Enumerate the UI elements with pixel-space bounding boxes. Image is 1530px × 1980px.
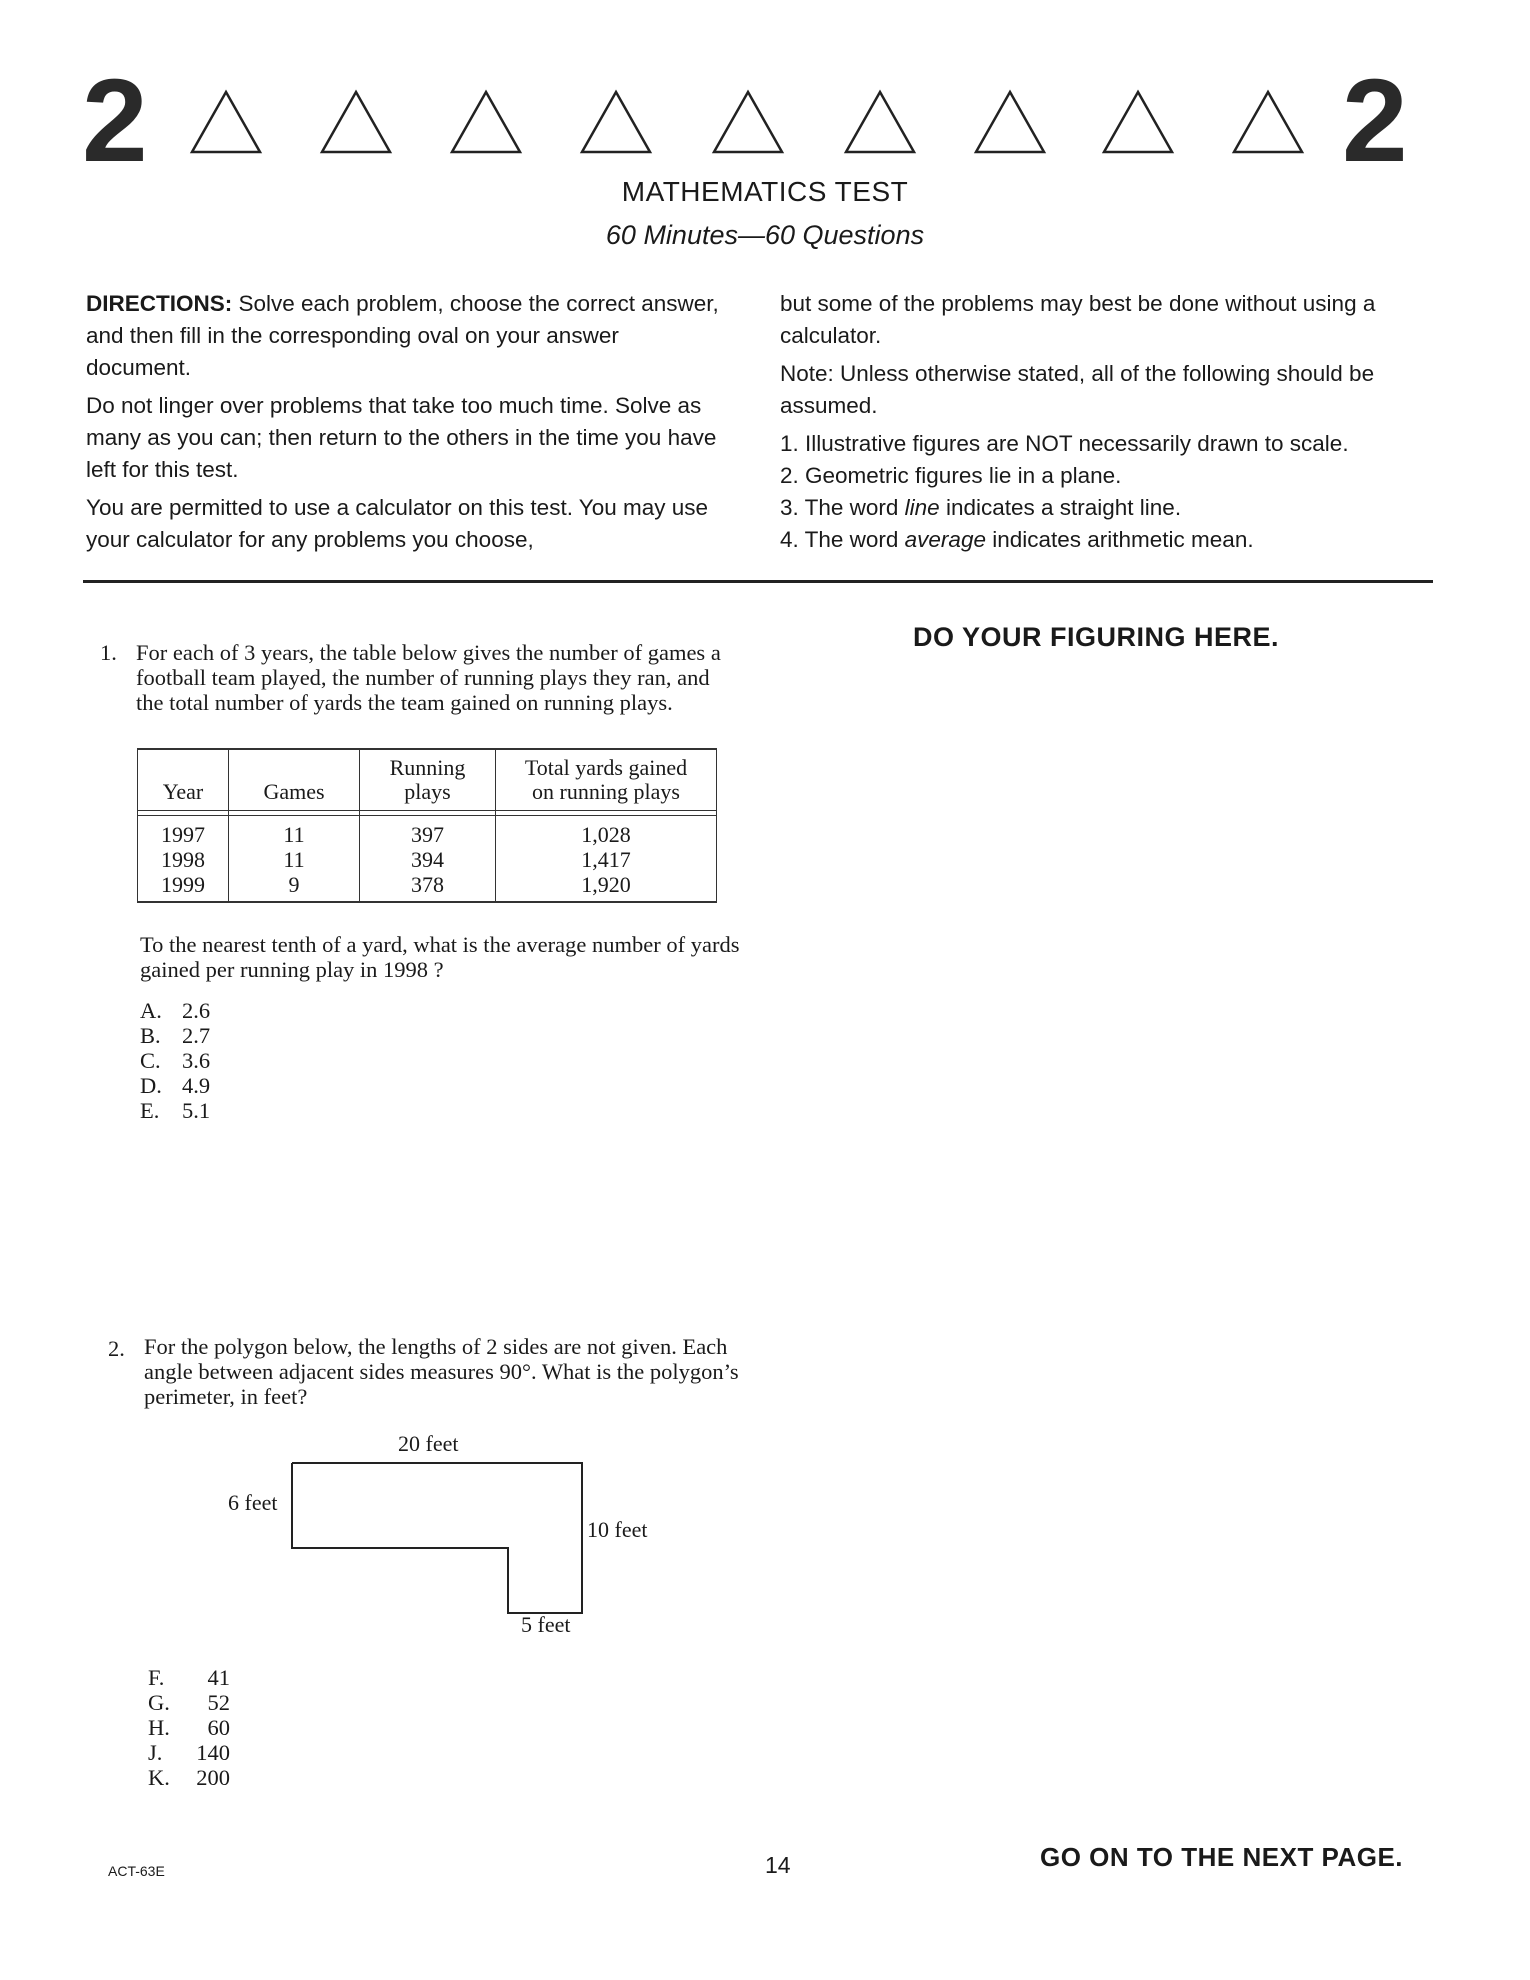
table-header-games: Games [229,749,360,811]
note-intro: Note: Unless otherwise stated, all of the following should be assumed. [780,361,1375,418]
assumption-item: 2. Geometric figures lie in a plane. [780,463,1122,488]
question-2-choices [148,1665,230,1790]
directions-right-column [780,288,1430,556]
next-page-notice: GO ON TO THE NEXT PAGE. [1040,1842,1404,1872]
section-number-left: 2 [82,55,148,187]
table-row: 1999 9 378 1,920 [138,872,717,902]
assumption-item: 4. The word average indicates arithmetic mean. [780,527,1254,552]
question-number-1: 1. [100,640,117,665]
triangle-icon [1230,88,1306,156]
polygon-label-right: 10 feet [587,1517,648,1542]
answer-choice-b[interactable]: B. 2.7 [140,1023,211,1048]
polygon-label-top: 20 feet [398,1431,459,1456]
triangle-icon [188,88,264,156]
answer-choice-k[interactable]: K. 200 [148,1765,230,1790]
polygon-label-left: 6 feet [228,1490,278,1515]
question-1-prompt: To the nearest tenth of a yard, what is the average number of yards gained per running play in 1998 ? [140,932,740,982]
directions-paragraph-2: Do not linger over problems that take too much time. Solve as many as you can; then return to the others in the time you have left for this test. [86,393,717,482]
triangle-icon [578,88,654,156]
answer-choice-f[interactable]: F. 41 [148,1665,230,1690]
page-number: 14 [765,1852,791,1878]
assumption-item: 3. The word line indicates a straight line. [780,495,1182,520]
football-table [137,748,717,903]
calculator-continuation: but some of the problems may best be done without using a calculator. [780,291,1376,348]
section-divider [83,580,1433,583]
table-row: 1997 11 397 1,028 [138,816,717,848]
figuring-area-label: DO YOUR FIGURING HERE. [913,622,1280,652]
table-header-running-plays: Running plays [360,749,496,811]
directions-label: DIRECTIONS: [86,291,233,316]
polygon-figure [285,1455,595,1625]
triangle-icon [1100,88,1176,156]
assumption-item: 1. Illustrative figures are NOT necessarily drawn to scale. [780,431,1349,456]
directions-paragraph-1 [86,288,726,384]
table-row: 1998 11 394 1,417 [138,847,717,872]
answer-choice-d[interactable]: D. 4.9 [140,1073,211,1098]
answer-choice-c[interactable]: C. 3.6 [140,1048,211,1073]
table-header-total-yards: Total yards gained on running plays [496,749,717,811]
answer-choice-j[interactable]: J. 140 [148,1740,230,1765]
question-2-stem: For the polygon below, the lengths of 2 sides are not given. Each angle between adjacent sides measures 90°. What is the polygon’s perimeter, in feet? [144,1334,739,1409]
triangle-icon [710,88,786,156]
triangle-icon [448,88,524,156]
triangle-icon [318,88,394,156]
answer-choice-a[interactable]: A. 2.6 [140,998,211,1023]
answer-choice-h[interactable]: H. 60 [148,1715,230,1740]
triangle-icon [842,88,918,156]
answer-choice-g[interactable]: G. 52 [148,1690,230,1715]
section-number-right: 2 [1342,55,1408,187]
directions-paragraph-3: You are permitted to use a calculator on this test. You may use your calculator for any problems you choose, [86,495,709,552]
question-number-2: 2. [108,1336,125,1361]
answer-choice-e[interactable]: E. 5.1 [140,1098,211,1123]
assumption-list [780,428,1430,556]
directions-text-1: Solve each problem, choose the correct answer, and then fill in the corresponding oval on your answer document. [86,291,719,380]
test-title: MATHEMATICS TEST [621,176,909,207]
directions-left-column [86,288,726,562]
polygon-label-bottom: 5 feet [521,1612,571,1637]
form-code: ACT-63E [108,1863,165,1879]
triangle-icon [972,88,1048,156]
table-header-year: Year [138,749,229,811]
test-subtitle: 60 Minutes—60 Questions [605,220,925,250]
question-1-choices [140,998,210,1123]
question-1-stem: For each of 3 years, the table below gives the number of games a football team played, the number of running plays they ran, and the total number of yards the team gained on running plays. [136,640,721,715]
